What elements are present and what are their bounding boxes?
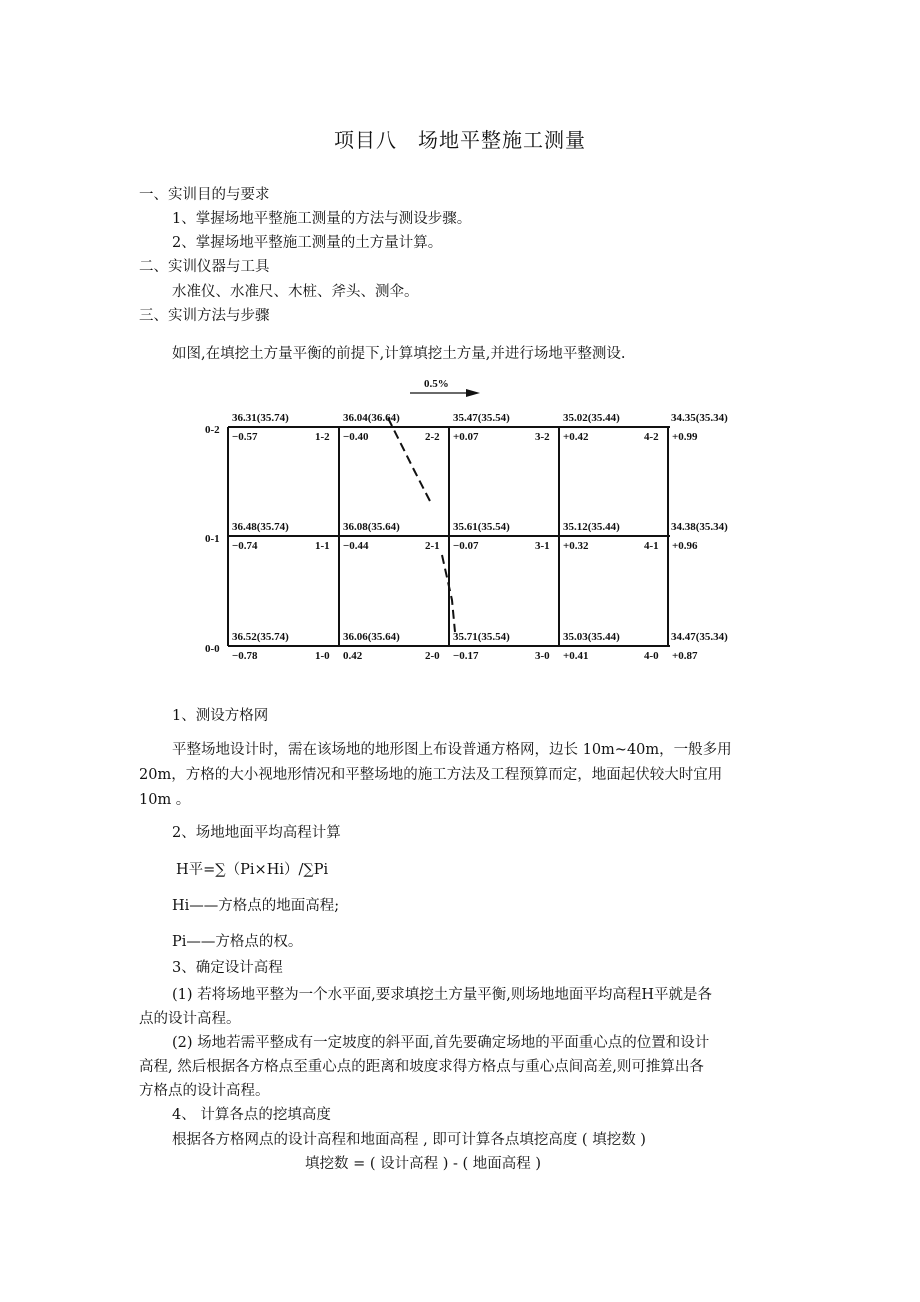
point-elevation: 36.31(35.74) (232, 412, 289, 424)
section-item: 2、掌握场地平整施工测量的土方量计算。 (172, 235, 443, 251)
section-heading: 二、实训仪器与工具 (139, 259, 270, 275)
paragraph-line: 20m，方格的大小视地形情况和平整场地的施工方法及工程预算而定，地面起伏较大时宜用 (139, 767, 723, 783)
page-title: 项目八 场地平整施工测量 (334, 128, 586, 152)
fill-cut-value: −0.44 (343, 540, 369, 552)
definition: Hi——方格点的地面高程; (172, 898, 340, 914)
row-label: 0-2 (205, 424, 220, 436)
fill-cut-value: −0.57 (232, 431, 258, 443)
fill-cut-value: −0.40 (343, 431, 369, 443)
fill-cut-value: +0.32 (563, 540, 589, 552)
paragraph-line: (1) 若将场地平整为一个水平面,要求填挖土方量平衡,则场地地面平均高程H平就是各 (172, 987, 713, 1003)
section-heading: 三、实训方法与步骤 (139, 308, 270, 324)
subheading: 4、 计算各点的挖填高度 (172, 1107, 331, 1123)
section-item: 如图,在填挖土方量平衡的前提下,计算填挖土方量,并进行场地平整测设. (172, 346, 626, 362)
paragraph-line: 点的设计高程。 (139, 1011, 241, 1027)
fill-cut-value: −0.07 (453, 540, 479, 552)
fill-cut-value: +0.41 (563, 650, 589, 662)
point-id: 2-0 (425, 650, 440, 662)
point-elevation: 36.04(36.64) (343, 412, 400, 424)
row-label: 0-1 (205, 533, 220, 545)
point-id: 1-2 (315, 431, 330, 443)
grid-line (667, 427, 669, 646)
point-elevation: 34.35(35.34) (671, 412, 728, 424)
formula: H平=∑（Pi×Hi）/∑Pi (176, 862, 329, 878)
fill-cut-value: +0.42 (563, 431, 589, 443)
point-id: 2-2 (425, 431, 440, 443)
grid-diagram (0, 370, 920, 680)
grid-line (558, 427, 560, 646)
point-id: 1-0 (315, 650, 330, 662)
formula: 填挖数 = ( 设计高程 ) - ( 地面高程 ) (305, 1156, 542, 1172)
fill-cut-value: −0.17 (453, 650, 479, 662)
point-id: 1-1 (315, 540, 330, 552)
grid-line (448, 427, 450, 646)
fill-cut-value: −0.78 (232, 650, 258, 662)
paragraph-line: 方格点的设计高程。 (139, 1083, 270, 1099)
paragraph-line: 高程, 然后根据各方格点至重心点的距离和坡度求得方格点与重心点间高差,则可推算出各 (139, 1059, 704, 1075)
paragraph-line: 平整场地设计时，需在该场地的地形图上布设普通方格网，边长 10m~40m，一般多用 (172, 742, 732, 758)
paragraph-line: (2) 场地若需平整成有一定坡度的斜平面,首先要确定场地的平面重心点的位置和设计 (172, 1035, 710, 1051)
slope-label: 0.5% (424, 378, 449, 390)
grid-line (338, 427, 340, 646)
fill-cut-value: +0.96 (672, 540, 698, 552)
point-elevation: 36.52(35.74) (232, 631, 289, 643)
fill-cut-value: +0.07 (453, 431, 479, 443)
section-item: 1、掌握场地平整施工测量的方法与测设步骤。 (172, 211, 472, 227)
fill-cut-value: 0.42 (343, 650, 363, 662)
point-elevation: 34.38(35.34) (671, 521, 728, 533)
point-id: 3-2 (535, 431, 550, 443)
point-elevation: 35.71(35.54) (453, 631, 510, 643)
point-id: 4-2 (644, 431, 659, 443)
point-elevation: 36.08(35.64) (343, 521, 400, 533)
point-elevation: 35.61(35.54) (453, 521, 510, 533)
point-elevation: 35.12(35.44) (563, 521, 620, 533)
point-id: 4-0 (644, 650, 659, 662)
subheading: 1、测设方格网 (172, 708, 269, 724)
row-label: 0-0 (205, 643, 220, 655)
point-id: 2-1 (425, 540, 440, 552)
grid-line (227, 427, 229, 646)
definition: Pi——方格点的权。 (172, 934, 303, 950)
section-item: 水准仪、水准尺、木桩、斧头、测伞。 (172, 284, 419, 300)
point-id: 4-1 (644, 540, 659, 552)
section-heading: 一、实训目的与要求 (139, 187, 270, 203)
fill-cut-value: +0.87 (672, 650, 698, 662)
point-id: 3-1 (535, 540, 550, 552)
point-elevation: 36.48(35.74) (232, 521, 289, 533)
subheading: 3、确定设计高程 (172, 960, 283, 976)
paragraph-line: 根据各方格网点的设计高程和地面高程 , 即可计算各点填挖高度 ( 填挖数 ) (172, 1132, 646, 1148)
point-elevation: 35.03(35.44) (563, 631, 620, 643)
subheading: 2、场地地面平均高程计算 (172, 825, 341, 841)
point-elevation: 35.47(35.54) (453, 412, 510, 424)
paragraph-line: 10m 。 (139, 792, 191, 808)
fill-cut-value: +0.99 (672, 431, 698, 443)
point-elevation: 34.47(35.34) (671, 631, 728, 643)
point-elevation: 35.02(35.44) (563, 412, 620, 424)
fill-cut-value: −0.74 (232, 540, 258, 552)
point-elevation: 36.06(35.64) (343, 631, 400, 643)
point-id: 3-0 (535, 650, 550, 662)
